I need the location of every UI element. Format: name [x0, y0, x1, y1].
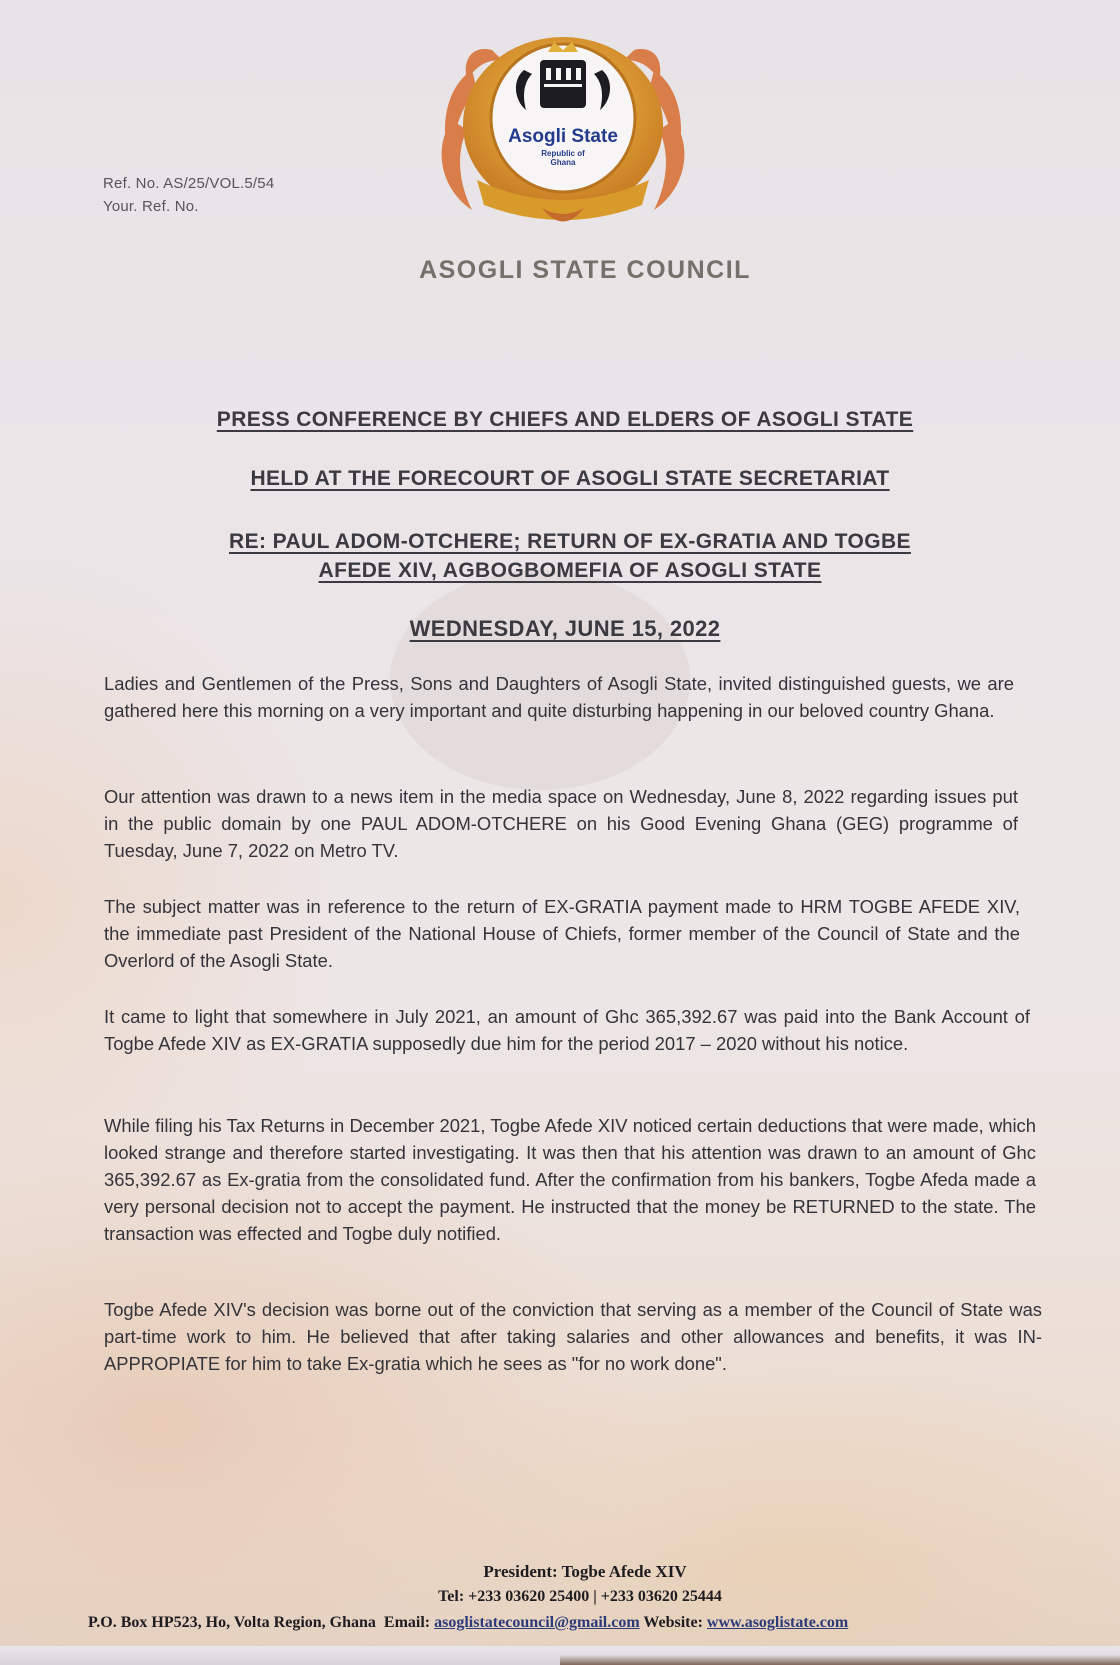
paragraph-5: While filing his Tax Returns in December 2021, Togbe Afede XIV noticed certain deductions that were made, which looked strange and therefore started investigating. It was then that his attention was drawn to an amount of Ghc 365,392.67 as Ex-gratia from the consolidated fund. After the confirmation from his bankers, Togbe Afeda made a very personal decision not to accept the payment. He instructed that the money be RETURNED to the state. The transaction was effected and Togbe duly notified.: [104, 1115, 1036, 1244]
footer-email-label: Email:: [383, 1614, 431, 1631]
paragraph-4: It came to light that somewhere in July 2021, an amount of Ghc 365,392.67 was paid into the Bank Account of Togbe Afede XIV as EX-GRATIA supposedly due him for the period 2017 – 2020 without his notice.: [104, 1006, 1030, 1054]
heading-date: WEDNESDAY, JUNE 15, 2022: [409, 616, 721, 641]
heading-venue: HELD AT THE FORECOURT OF ASOGLI STATE SECRETARIAT: [250, 467, 890, 490]
reference-block: [103, 172, 274, 218]
footer-president: President: Togbe Afede XIV: [483, 1562, 687, 1581]
svg-text:Republic of: Republic of: [541, 149, 585, 158]
asogli-state-crest-icon: [432, 30, 694, 235]
heading-subject: RE: PAUL ADOM-OTCHERE; RETURN OF EX-GRATIA AND TOGBE AFEDE XIV, AGBOGBOMEFIA OF ASOGLI STATE: [229, 530, 911, 582]
footer-contact-line: [88, 1614, 848, 1632]
footer-website-link[interactable]: www.asoglistate.com: [706, 1614, 849, 1631]
heading-press-conference: PRESS CONFERENCE BY CHIEFS AND ELDERS OF ASOGLI STATE: [216, 408, 914, 431]
footer-website-label: Website:: [643, 1614, 703, 1631]
paragraph-3: The subject matter was in reference to the return of EX-GRATIA payment made to HRM TOGBE AFEDE XIV, the immediate past President of the National House of Chiefs, former member of the Council of State and the Overlord of the Asogli State.: [104, 896, 1020, 971]
council-name: ASOGLI STATE COUNCIL: [419, 256, 751, 284]
footer-telephone: Tel: +233 03620 25400 | +233 03620 25444: [438, 1588, 722, 1605]
svg-text:Ghana: Ghana: [550, 158, 576, 167]
ref-number: Ref. No. AS/25/VOL.5/54: [103, 175, 275, 192]
paragraph-1: Ladies and Gentlemen of the Press, Sons and Daughters of Asogli State, invited distinguished guests, we are gathered here this morning on a very important and quite disturbing happening in our beloved country Ghana.: [104, 673, 1014, 721]
footer-email-link[interactable]: asoglistatecouncil@gmail.com: [434, 1614, 640, 1631]
paragraph-2: Our attention was drawn to a news item in the media space on Wednesday, June 8, 2022 regarding issues put in the public domain by one PAUL ADOM-OTCHERE on his Good Evening Ghana (GEG) programme of Tuesday, June 7, 2022 on Metro TV.: [104, 786, 1018, 861]
your-ref-number: Your. Ref. No.: [103, 198, 199, 215]
svg-text:Asogli State: Asogli State: [508, 126, 618, 147]
table-surface-shadow: [560, 1655, 1120, 1665]
paragraph-6: Togbe Afede XIV's decision was borne out of the conviction that serving as a member of the Council of State was part-time work to him. He believed that after taking salaries and other allowances and benefits, it was IN-APPROPIATE for him to take Ex-gratia which he sees as "for no work done".: [104, 1299, 1042, 1374]
footer-address: P.O. Box HP523, Ho, Volta Region, Ghana: [88, 1614, 376, 1631]
